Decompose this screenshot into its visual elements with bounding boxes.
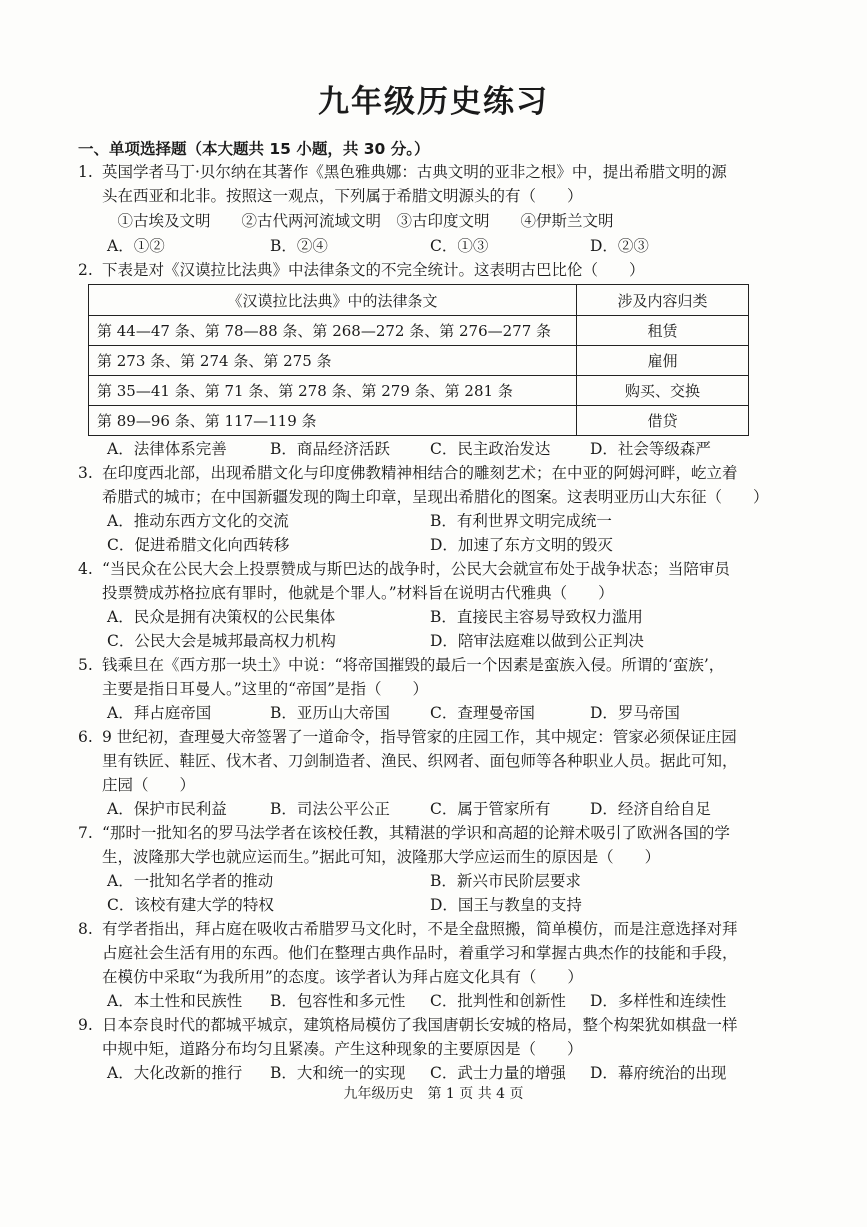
option-b: B．亚历山大帝国 (270, 704, 390, 722)
option-d: D．社会等级森严 (590, 440, 711, 458)
question-text: ①古埃及文明 ②古代两河流域文明 ③古印度文明 ④伊斯兰文明 (102, 212, 614, 230)
question-text: 英国学者马丁·贝尔纳在其著作《黑色雅典娜：古典文明的亚非之根》中，提出希腊文明的源 (102, 163, 727, 181)
table-row (89, 346, 749, 376)
option-b: B．司法公平公正 (270, 800, 390, 818)
option-b: B．有利世界文明完成统一 (430, 512, 612, 530)
option-b: B．商品经济活跃 (270, 440, 390, 458)
table-cell: 第 273 条、第 274 条、第 275 条 (89, 346, 577, 376)
option-a: A．推动东西方文化的交流 (107, 512, 289, 530)
table-header-row (89, 285, 749, 316)
option-d: D．陪审法庭难以做到公正判决 (430, 632, 644, 650)
option-a: A．大化改新的推行 (107, 1064, 243, 1082)
table-cell: 第 89—96 条、第 117—119 条 (89, 406, 577, 436)
option-c: C．公民大会是城邦最高权力机构 (107, 632, 336, 650)
question-text: 有学者指出，拜占庭在吸收古希腊罗马文化时，不是全盘照搬，简单模仿，而是注意选择对拜 (102, 920, 738, 938)
option-a: A．民众是拥有决策权的公民集体 (107, 608, 336, 626)
question-number: 1. (78, 163, 93, 181)
question-number: 6. (78, 728, 93, 746)
question-number: 8. (78, 920, 93, 938)
option-b: B．包容性和多元性 (270, 992, 406, 1010)
question-text: 庄园（ ） (102, 776, 196, 794)
option-a: A．①② (107, 237, 165, 255)
question-text: “那时一批知名的罗马法学者在该校任教，其精湛的学识和高超的论辩术吸引了欧洲各国的学 (102, 824, 730, 842)
question-number: 7. (78, 824, 93, 842)
table-cell: 借贷 (577, 406, 749, 436)
option-b: B．大和统一的实现 (270, 1064, 406, 1082)
option-c: C．①③ (430, 237, 489, 255)
table-row (89, 406, 749, 436)
question-text: 里有铁匠、鞋匠、伐木者、刀剑制造者、渔民、织网者、面包师等各种职业人员。据此可知， (102, 752, 738, 770)
option-a: A．保护市民利益 (107, 800, 227, 818)
option-d: D．多样性和连续性 (590, 992, 727, 1010)
question-text: 在模仿中采取“为我所用”的态度。该学者认为拜占庭文化具有（ ） (102, 968, 583, 986)
option-b: B．直接民主容易导致权力滥用 (430, 608, 643, 626)
section-heading: 一、单项选择题（本大题共 15 小题，共 30 分。） (78, 140, 430, 158)
option-c: C．促进希腊文化向西转移 (107, 536, 290, 554)
question-text: 投票赞成苏格拉底有罪时，他就是个罪人。”材料旨在说明古代雅典（ ） (102, 584, 614, 602)
table-header-cell: 《汉谟拉比法典》中的法律条文 (89, 285, 577, 316)
question-text: 中规中矩，道路分布均匀且紧凑。产生这种现象的主要原因是（ ） (102, 1040, 583, 1058)
law-statistics-table (88, 284, 749, 436)
table-cell: 租赁 (577, 316, 749, 346)
table-header-cell: 涉及内容归类 (577, 285, 749, 316)
table-row (89, 316, 749, 346)
option-d: D．②③ (590, 237, 649, 255)
question-number: 9. (78, 1016, 93, 1034)
question-number: 3. (78, 464, 93, 482)
question-number: 2. (78, 261, 93, 279)
question-text: 占庭社会生活有用的东西。他们在整理古典作品时，着重学习和掌握古典杰作的技能和手段， (102, 944, 738, 962)
table-cell: 第 44—47 条、第 78—88 条、第 268—272 条、第 276—277 条 (89, 316, 577, 346)
option-d: D．幕府统治的出现 (590, 1064, 727, 1082)
option-d: D．国王与教皇的支持 (430, 896, 582, 914)
option-a: A．法律体系完善 (107, 440, 227, 458)
option-b: B．②④ (270, 237, 328, 255)
question-number: 4. (78, 560, 93, 578)
table-row (89, 376, 749, 406)
option-a: A．一批知名学者的推动 (107, 872, 274, 890)
page-footer: 九年级历史 第 1 页 共 4 页 (343, 1086, 524, 1102)
option-d: D．罗马帝国 (590, 704, 680, 722)
question-text: 钱乘旦在《西方那一块土》中说：“将帝国摧毁的最后一个因素是蛮族入侵。所谓的‘蛮族’， (102, 656, 725, 674)
option-c: C．属于管家所有 (430, 800, 551, 818)
table-cell: 雇佣 (577, 346, 749, 376)
option-b: B．新兴市民阶层要求 (430, 872, 581, 890)
option-d: D．加速了东方文明的毁灭 (430, 536, 613, 554)
option-a: A．拜占庭帝国 (107, 704, 212, 722)
question-text: 日本奈良时代的都城平城京，建筑格局模仿了我国唐朝长安城的格局，整个构架犹如棋盘一样 (102, 1016, 738, 1034)
question-text: 主要是指日耳曼人。”这里的“帝国”是指（ ） (102, 680, 429, 698)
option-d: D．经济自给自足 (590, 800, 711, 818)
table-cell: 第 35—41 条、第 71 条、第 278 条、第 279 条、第 281 条 (89, 376, 577, 406)
option-c: C．查理曼帝国 (430, 704, 535, 722)
question-text: 下表是对《汉谟拉比法典》中法律条文的不完全统计。这表明古巴比伦（ ） (102, 261, 645, 279)
question-text: 在印度西北部，出现希腊文化与印度佛教精神相结合的雕刻艺术；在中亚的阿姆河畔，屹立着 (102, 464, 738, 482)
question-number: 5. (78, 656, 93, 674)
question-text: 生，波隆那大学也就应运而生。”据此可知，波隆那大学应运而生的原因是（ ） (102, 848, 661, 866)
question-text: 头在西亚和北非。按照这一观点，下列属于希腊文明源头的有（ ） (102, 187, 583, 205)
option-c: C．民主政治发达 (430, 440, 551, 458)
question-text: 希腊式的城市；在中国新疆发现的陶土印章，呈现出希腊化的图案。这表明亚历山大东征（ ） (102, 488, 769, 506)
option-c: C．批判性和创新性 (430, 992, 566, 1010)
option-c: C．武士力量的增强 (430, 1064, 566, 1082)
table-cell: 购买、交换 (577, 376, 749, 406)
page-title: 九年级历史练习 (318, 84, 549, 120)
option-a: A．本土性和民族性 (107, 992, 243, 1010)
question-text: “当民众在公民大会上投票赞成与斯巴达的战争时，公民大会就宣布处于战争状态；当陪审员 (102, 560, 730, 578)
option-c: C．该校有建大学的特权 (107, 896, 274, 914)
question-text: 9 世纪初，查理曼大帝签署了一道命令，指导管家的庄园工作，其中规定：管家必须保证庄园 (102, 728, 737, 746)
